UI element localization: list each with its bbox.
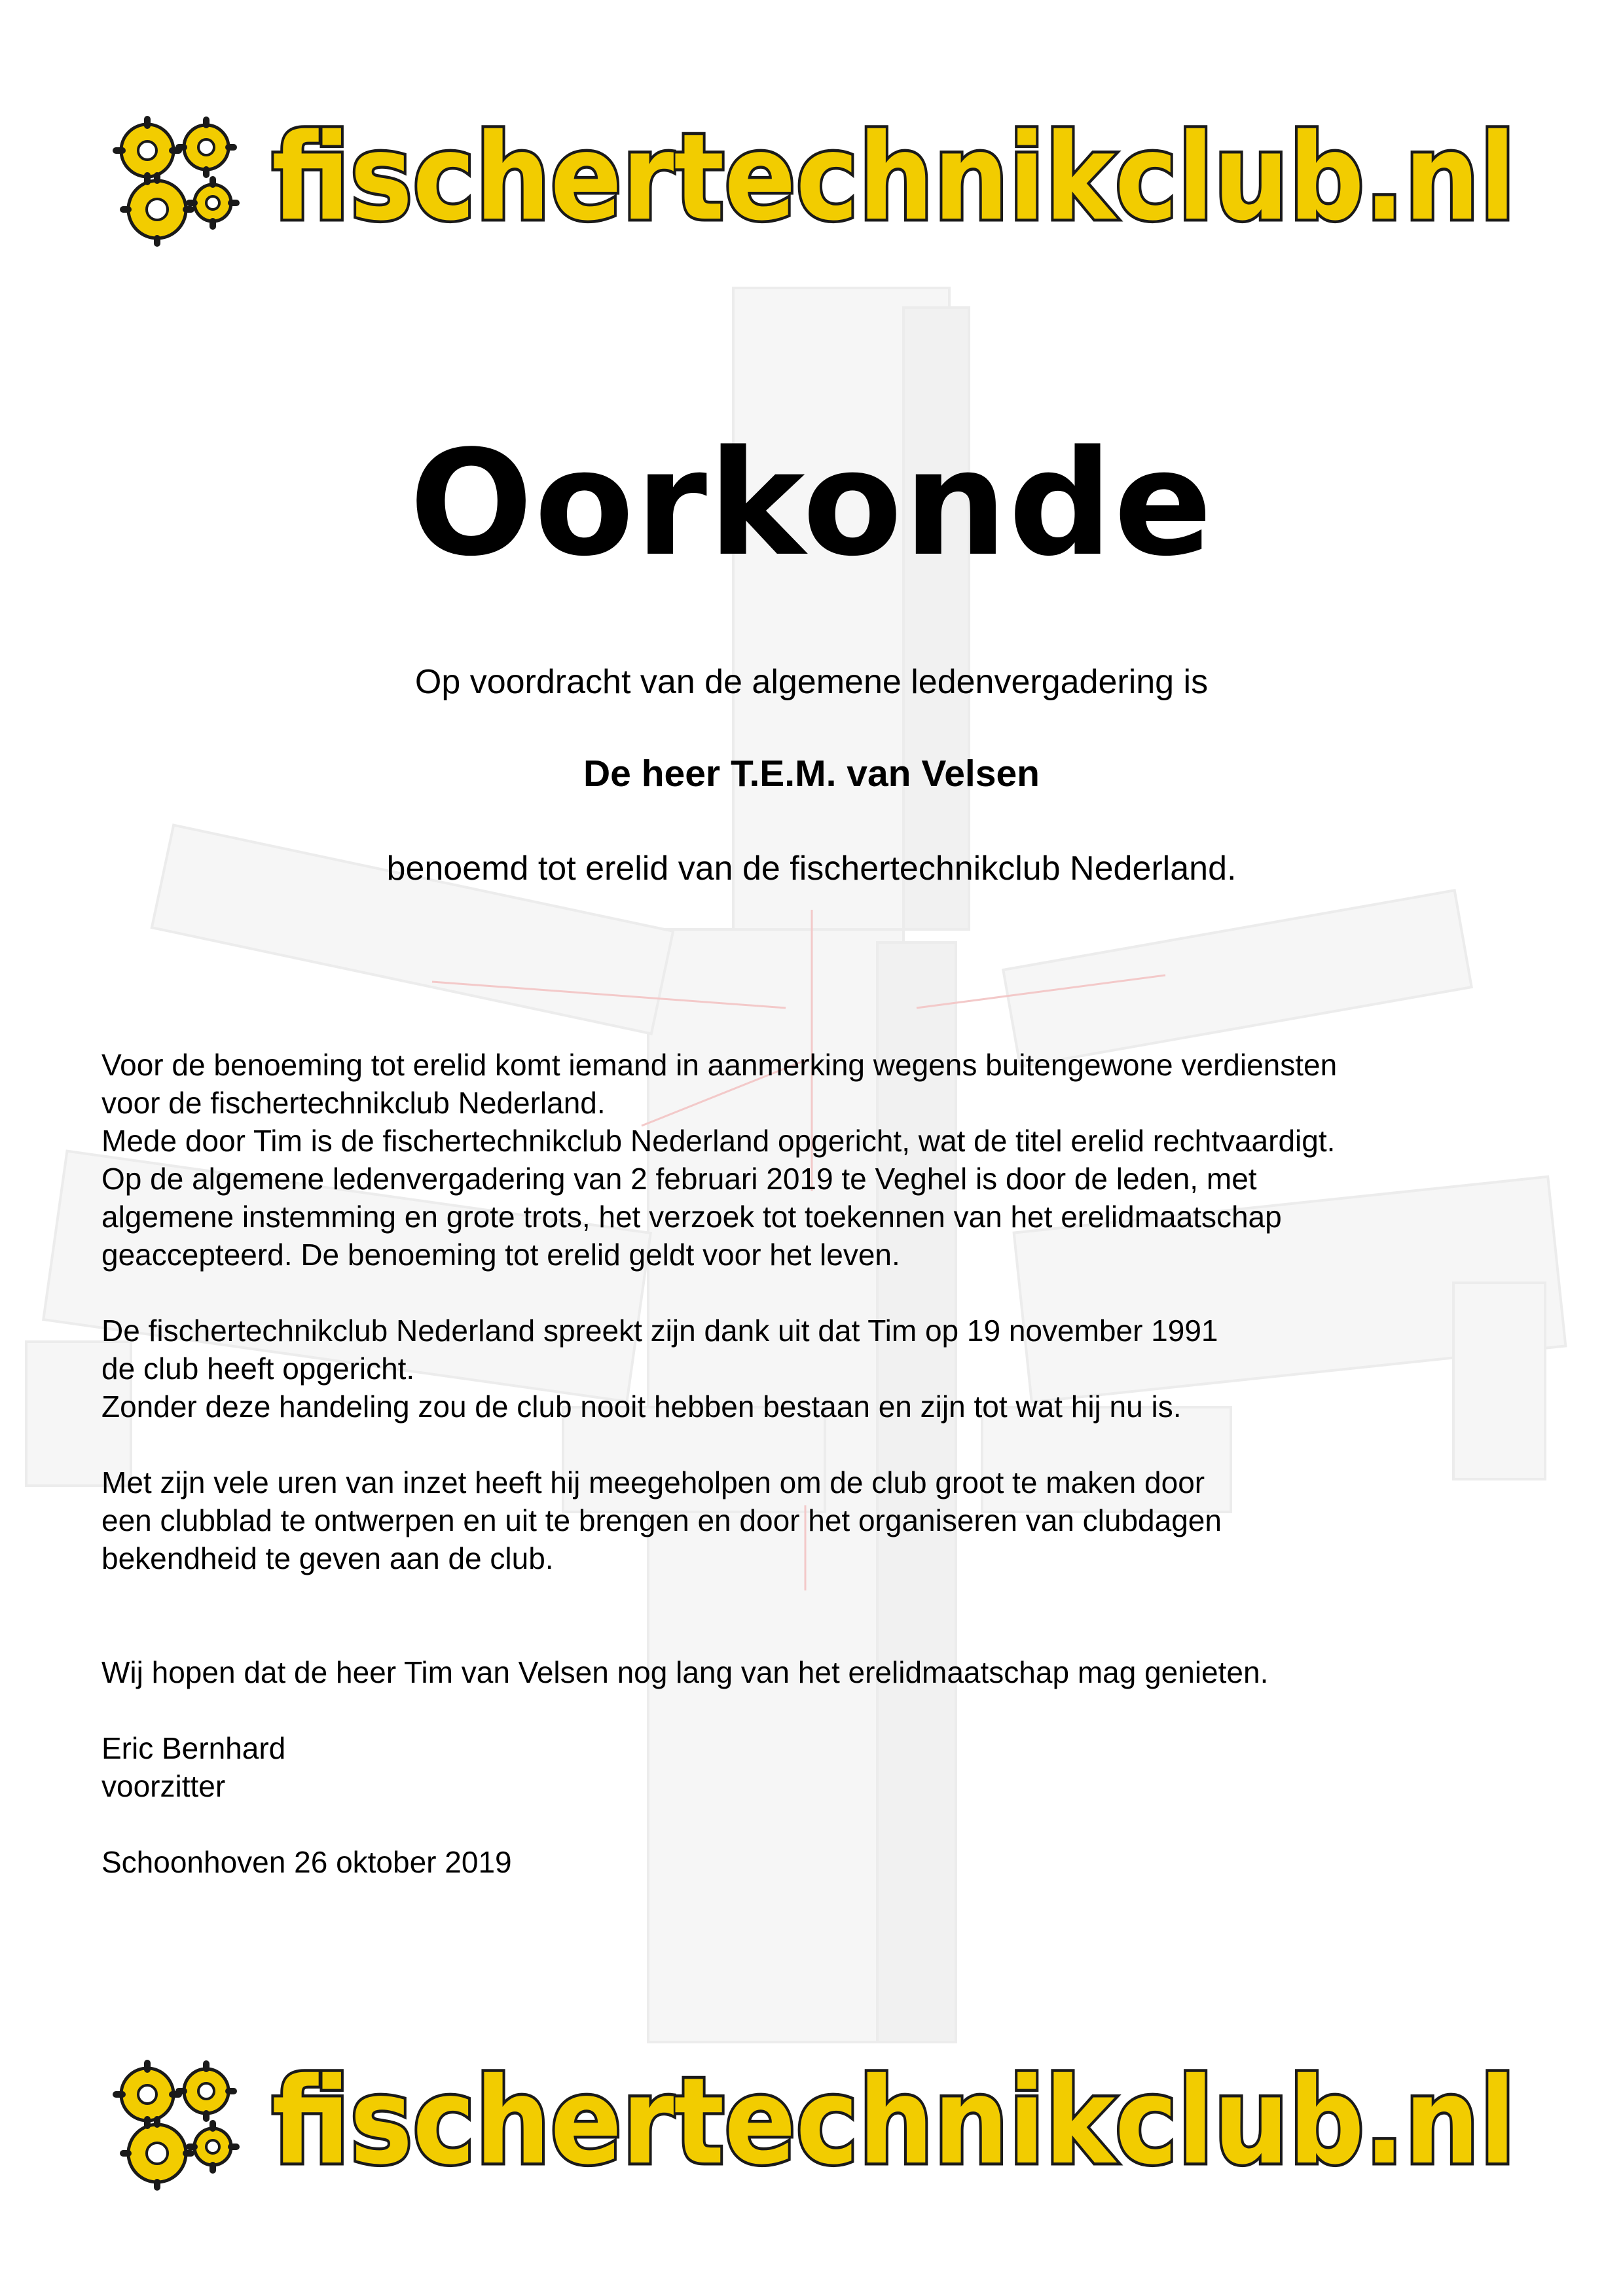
body-line: voor de fischertechnikclub Nederland. (101, 1086, 606, 1120)
certificate-body (101, 1046, 1542, 1881)
body-line: algemene instemming en grote trots, het verzoek tot toekennen van het erelidmaatschap (101, 1200, 1282, 1234)
club-logo-top (108, 108, 1522, 255)
appointment-line: benoemd tot erelid van de fischertechnikclub Nederland. (386, 850, 1237, 888)
honoree-name: De heer T.E.M. van Velsen (583, 753, 1040, 795)
body-line: bekendheid te geven aan de club. (101, 1541, 554, 1575)
signer-role: voorzitter (101, 1769, 226, 1803)
place-date: Schoonhoven 26 oktober 2019 (101, 1845, 512, 1879)
body-line: Mede door Tim is de fischertechnikclub Nederland opgericht, wat de titel erelid rechtvaardigt. (101, 1124, 1336, 1158)
body-line: De fischertechnikclub Nederland spreekt zijn dank uit dat Tim op 19 november 1991 (101, 1314, 1218, 1348)
page-title: Oorkonde (409, 420, 1214, 588)
wish-line: Wij hopen dat de heer Tim van Velsen nog lang van het erelidmaatschap mag genieten. (101, 1655, 1269, 1689)
body-line: geaccepteerd. De benoeming tot erelid geldt voor het leven. (101, 1238, 900, 1272)
gears-icon (108, 2055, 259, 2199)
body-line: Met zijn vele uren van inzet heeft hij meegeholpen om de club groot te maken door (101, 1465, 1205, 1499)
logo-wordmark (265, 108, 1522, 247)
body-line: de club heeft opgericht. (101, 1352, 415, 1386)
logo-text: fischertechnikclub.nl (272, 108, 1516, 247)
intro-line: Op voordracht van de algemene ledenvergadering is (414, 663, 1209, 701)
logo-text: fischertechnikclub.nl (272, 2052, 1516, 2191)
club-logo-bottom (108, 2052, 1522, 2199)
body-line: een clubblad te ontwerpen en uit te brengen en door het organiseren van clubdagen (101, 1503, 1222, 1537)
signer-name: Eric Bernhard (101, 1731, 286, 1765)
body-line: Zonder deze handeling zou de club nooit hebben bestaan en zijn tot wat hij nu is. (101, 1390, 1182, 1424)
body-line: Op de algemene ledenvergadering van 2 februari 2019 te Veghel is door de leden, met (101, 1162, 1257, 1196)
logo-wordmark (265, 2052, 1522, 2191)
body-line: Voor de benoeming tot erelid komt iemand in aanmerking wegens buitengewone verdiensten (101, 1048, 1338, 1082)
gears-icon (108, 111, 259, 255)
